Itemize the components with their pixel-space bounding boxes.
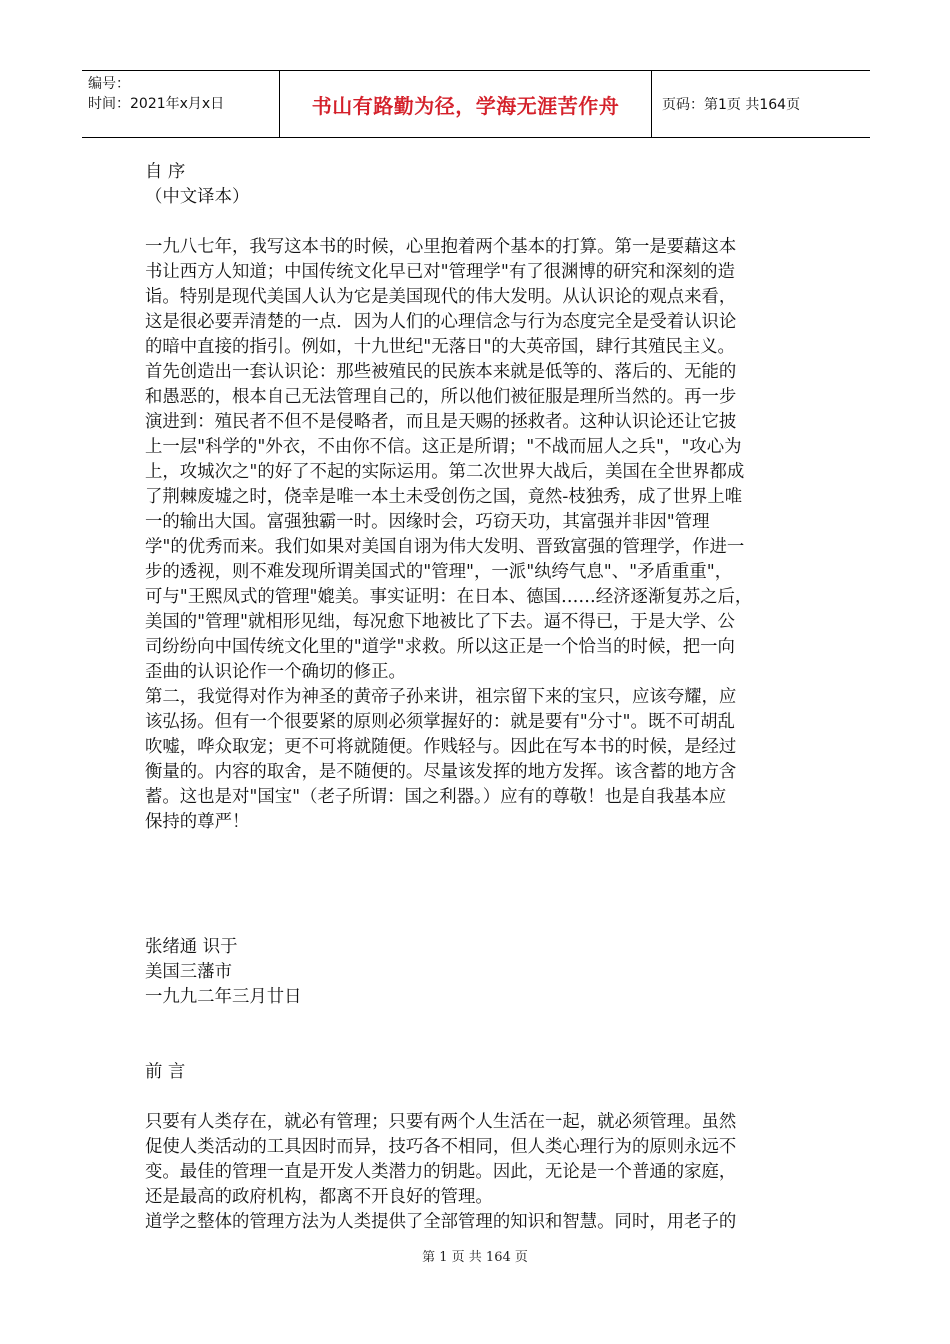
signature-date: 一九九二年三月廿日 — [145, 987, 302, 1007]
text-line: 衡量的。内容的取舍，是不随便的。尽量该发挥的地方发挥。该含蓄的地方含 — [145, 762, 737, 782]
text-line: 促使人类活动的工具因时而异，技巧各不相同，但人类心理行为的原则永远不 — [145, 1137, 737, 1157]
preface-title: 自 序 — [145, 162, 186, 182]
text-line: 歪曲的认识论作一个确切的修正。 — [145, 662, 406, 682]
text-line: 了荆棘废墟之时，侥幸是唯一本土未受创伤之国，竟然-枝独秀，成了世界上唯 — [145, 487, 743, 507]
text-line: 演进到：殖民者不但不是侵略者，而且是天赐的拯救者。这种认识论还让它披 — [145, 412, 737, 432]
foreword-title: 前 言 — [145, 1062, 186, 1082]
text-line: 一九八七年，我写这本书的时候，心里抱着两个基本的打算。第一是要藉这本 — [145, 237, 737, 257]
text-line: 还是最高的政府机构，都离不开良好的管理。 — [145, 1187, 493, 1207]
text-line: 可与"王熙凤式的管理"媲美。事实证明：在日本、德国……经济逐渐复苏之后， — [145, 587, 753, 607]
header-page-info: 页码：第1页 共164页 — [662, 97, 801, 113]
header-meta — [82, 71, 280, 137]
preface-subtitle: （中文译本） — [145, 187, 250, 207]
text-line: 美国的"管理"就相形见绌，每况愈下地被比了下去。逼不得已，于是大学、公 — [145, 612, 735, 632]
text-line: 变。最佳的管理一直是开发人类潜力的钥匙。因此，无论是一个普通的家庭， — [145, 1162, 737, 1182]
text-line: 蓄。这也是对"国宝"（老子所谓：国之利器。）应有的尊敬！也是自我基本应 — [145, 787, 727, 807]
text-line: 第二，我觉得对作为神圣的黄帝子孙来讲，祖宗留下来的宝只，应该夸耀，应 — [145, 687, 737, 707]
text-line: 和愚恶的，根本自己无法管理自己的，所以他们被征服是理所当然的。再一步 — [145, 387, 737, 407]
text-line: 上一层"科学的"外衣，不由你不信。这正是所谓；"不战而屈人之兵"，"攻心为 — [145, 437, 742, 457]
number-label: 编号： — [88, 76, 130, 92]
header-motto: 书山有路勤为径，学海无涯苦作舟 — [280, 71, 652, 137]
text-line: 一的输出大国。富强独霸一时。因缘时会，巧窃天功，其富强并非因"管理 — [145, 512, 710, 532]
page-footer: 第 1 页 共 164 页 — [422, 1250, 528, 1265]
text-line: 这是很必要弄清楚的一点．因为人们的心理信念与行为态度完全是受着认识论 — [145, 312, 737, 332]
text-line: 首先创造出一套认识论：那些被殖民的民族本来就是低等的、落后的、无能的 — [145, 362, 737, 382]
page-header — [82, 70, 870, 138]
preface-text — [145, 235, 810, 835]
signature-place: 美国三藩市 — [145, 962, 232, 982]
foreword-text — [145, 1110, 810, 1235]
text-line: 步的透视，则不难发现所谓美国式的"管理"，一派"纨绔气息"、"矛盾重重"， — [145, 562, 733, 582]
document-body — [145, 160, 810, 1235]
text-line: 司纷纷向中国传统文化里的"道学"求救。所以这正是一个恰当的时候，把一向 — [145, 637, 735, 657]
text-line: 学"的优秀而来。我们如果对美国自诩为伟大发明、晋致富强的管理学，作进一 — [145, 537, 745, 557]
text-line: 诣。特别是现代美国人认为它是美国现代的伟大发明。从认识论的观点来看， — [145, 287, 737, 307]
text-line: 书让西方人知道；中国传统文化早已对"管理学"有了很渊博的研究和深刻的造 — [145, 262, 735, 282]
text-line: 上，攻城次之"的好了不起的实际运用。第二次世界大战后，美国在全世界都成 — [145, 462, 745, 482]
signature-author: 张绪通 识于 — [145, 937, 238, 957]
text-line: 保持的尊严！ — [145, 812, 250, 832]
date-line: 时间：2021年x月x日 — [88, 96, 225, 112]
text-line: 只要有人类存在，就必有管理；只要有两个人生活在一起，就必须管理。虽然 — [145, 1112, 737, 1132]
text-line: 道学之整体的管理方法为人类提供了全部管理的知识和智慧。同时，用老子的 — [145, 1212, 737, 1232]
signature-block — [145, 935, 810, 1010]
text-line: 该弘扬。但有一个很要紧的原则必须掌握好的：就是要有"分寸"。既不可胡乱 — [145, 712, 735, 732]
text-line: 的暗中直接的指引。例如，十九世纪"无落日"的大英帝国，肆行其殖民主义。 — [145, 337, 735, 357]
text-line: 吹嘘，哗众取宠；更不可将就随便。作贱轻与。因此在写本书的时候，是经过 — [145, 737, 737, 757]
